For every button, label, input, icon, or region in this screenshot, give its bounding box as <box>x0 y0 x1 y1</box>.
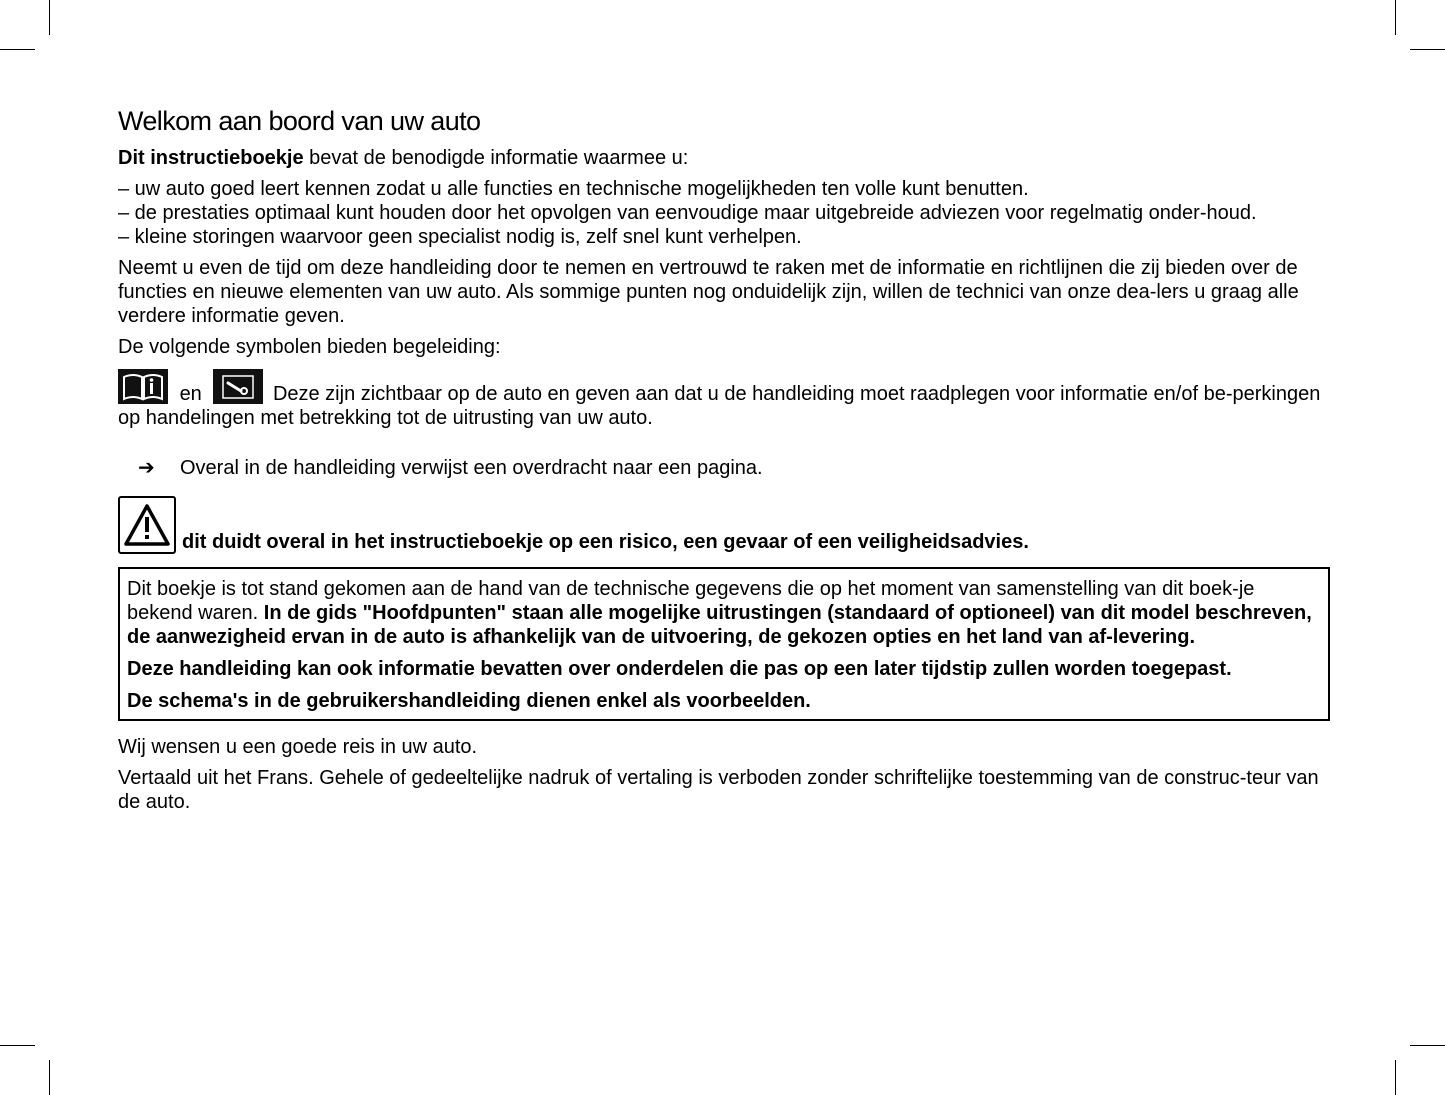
list-item: – uw auto goed leert kennen zodat u alle functies en technische mogelijkheden ten volle kunt benutten. <box>118 178 1029 200</box>
diagram-note: De schema's in de gebruikershandleiding dienen enkel als voorbeelden. <box>127 690 811 712</box>
wrench-icon <box>213 369 263 404</box>
crop-mark <box>1395 1060 1396 1095</box>
intro-paragraph <box>118 146 1330 170</box>
crop-mark <box>49 1060 50 1095</box>
disclaimer-box <box>118 567 1330 721</box>
arrow-note-text: Overal in de handleiding verwijst een overdracht naar een pagina. <box>180 457 763 479</box>
crop-mark <box>0 1045 35 1046</box>
page-content <box>118 104 1330 821</box>
take-time-paragraph: Neemt u even de tijd om deze handleiding door te nemen en vertrouwd te raken met de informatie en richtlijnen die zij bieden over de functies en nieuwe elementen van uw auto. Als sommige punten nog onduidelijk zijn, willen de technici van onze dea-lers u graag alle verdere informatie geven. <box>118 257 1299 327</box>
symbols-paragraph <box>118 369 1330 430</box>
future-parts-note: Deze handleiding kan ook informatie bevatten over onderdelen die pas op een later tijdstip zullen worden toegepast. <box>127 658 1232 680</box>
list-item: – kleine storingen waarvoor geen specialist nodig is, zelf snel kunt verhelpen. <box>118 226 802 248</box>
arrow-icon: ➔ <box>138 457 155 479</box>
intro-rest: bevat de benodigde informatie waarmee u: <box>303 147 689 169</box>
warning-note <box>118 496 1330 554</box>
crop-mark <box>1395 0 1396 35</box>
symbols-connector: en <box>179 383 202 405</box>
disclaimer-paragraph <box>127 577 1320 649</box>
crop-mark <box>1410 1045 1445 1046</box>
warning-note-text: dit duidt overal in het instructieboekje op een risico, een gevaar of een veiligheidsadvies. <box>182 531 1029 553</box>
crop-mark <box>49 0 50 35</box>
arrow-note <box>118 456 1330 480</box>
crop-mark <box>0 49 35 50</box>
benefit-list <box>118 177 1330 249</box>
crop-mark <box>1410 49 1445 50</box>
intro-bold: Dit instructieboekje <box>118 147 304 169</box>
symbols-intro: De volgende symbolen bieden begeleiding: <box>118 336 501 358</box>
disclaimer-normal: Dit boekje is tot stand gekomen aan de hand van de technische gegevens die op het moment van samenstelling van dit boek-je bekend waren. <box>127 578 1255 624</box>
list-item: – de prestaties optimaal kunt houden door het opvolgen van eenvoudige maar uitgebreide adviezen voor regelmatig onder-houd. <box>118 202 1257 224</box>
warning-triangle-icon <box>118 496 176 554</box>
manual-book-icon <box>118 369 168 404</box>
translation-note: Vertaald uit het Frans. Gehele of gedeeltelijke nadruk of vertaling is verboden zonder schriftelijke toestemming van de construc-teur van de auto. <box>118 767 1319 813</box>
page-title: Welkom aan boord van uw auto <box>118 106 481 136</box>
closing-wish: Wij wensen u een goede reis in uw auto. <box>118 736 478 758</box>
disclaimer-bold: In de gids "Hoofdpunten" staan alle mogelijke uitrustingen (standaard of optioneel) van dit model beschreven, de aanwezigheid ervan in de auto is afhankelijk van de uitvoering, de gekozen opties en het land van af-levering. <box>127 602 1312 648</box>
symbols-text: Deze zijn zichtbaar op de auto en geven aan dat u de handleiding moet raadplegen voor informatie en/of be-perkingen op handelingen met betrekking tot de uitrusting van uw auto. <box>118 383 1321 429</box>
